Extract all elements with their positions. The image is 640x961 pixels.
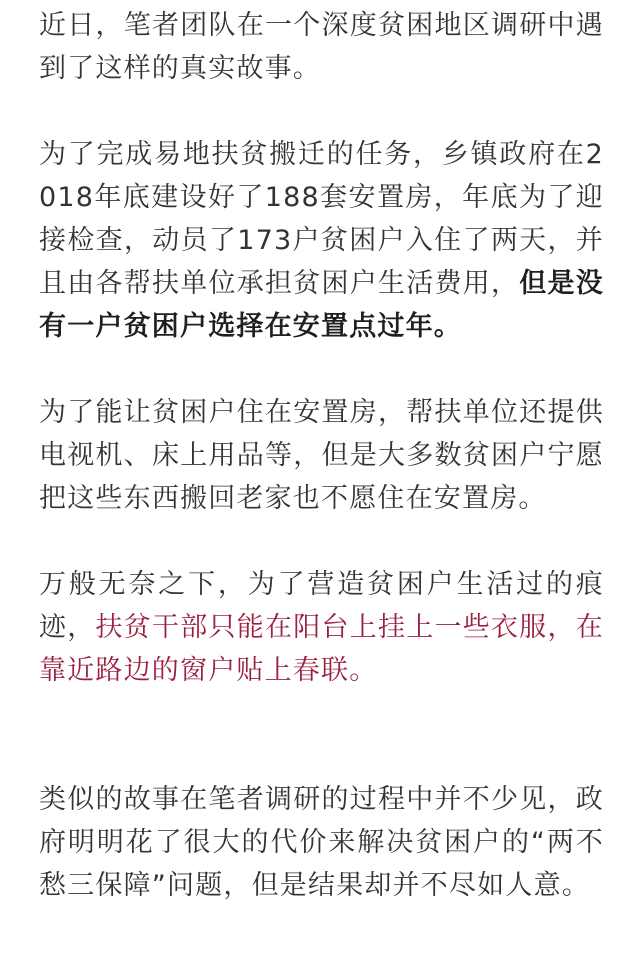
- paragraph-text: 万般无奈之下，为了营造贫困户生活过的痕迹，: [39, 569, 604, 643]
- highlight-text: 扶贫干部只能在阳台上挂上一些衣服，在靠近路边的窗户贴上春联。: [39, 612, 604, 686]
- paragraph-text: 类似的故事在笔者调研的过程中并不少见，政府明明花了很大的代价来解决贫困户的“两不愁三保障”问题，但是结果却并不尽如人意。: [39, 784, 604, 901]
- paragraph-assistance: [39, 391, 604, 520]
- paragraph-conclusion: [39, 778, 604, 907]
- paragraph-text: 为了完成易地扶贫搬迁的任务，乡镇政府在2018年底建设好了188套安置房，年底为了迎接检查，动员了173户贫困户入住了两天，并且由各帮扶单位承担贫困户生活费用，: [39, 139, 604, 299]
- paragraph-staging: [39, 563, 604, 692]
- paragraph-text: 为了能让贫困户住在安置房，帮扶单位还提供电视机、床上用品等，但是大多数贫困户宁愿把这些东西搬回老家也不愿住在安置房。: [39, 397, 604, 514]
- paragraph-intro: [39, 0, 604, 90]
- bold-emphasis-text: 但是没有一户贫困户选择在安置点过年。: [39, 268, 604, 342]
- paragraph-relocation: [39, 133, 604, 348]
- paragraph-text: 近日，笔者团队在一个深度贫困地区调研中遇到了这样的真实故事。: [39, 10, 604, 84]
